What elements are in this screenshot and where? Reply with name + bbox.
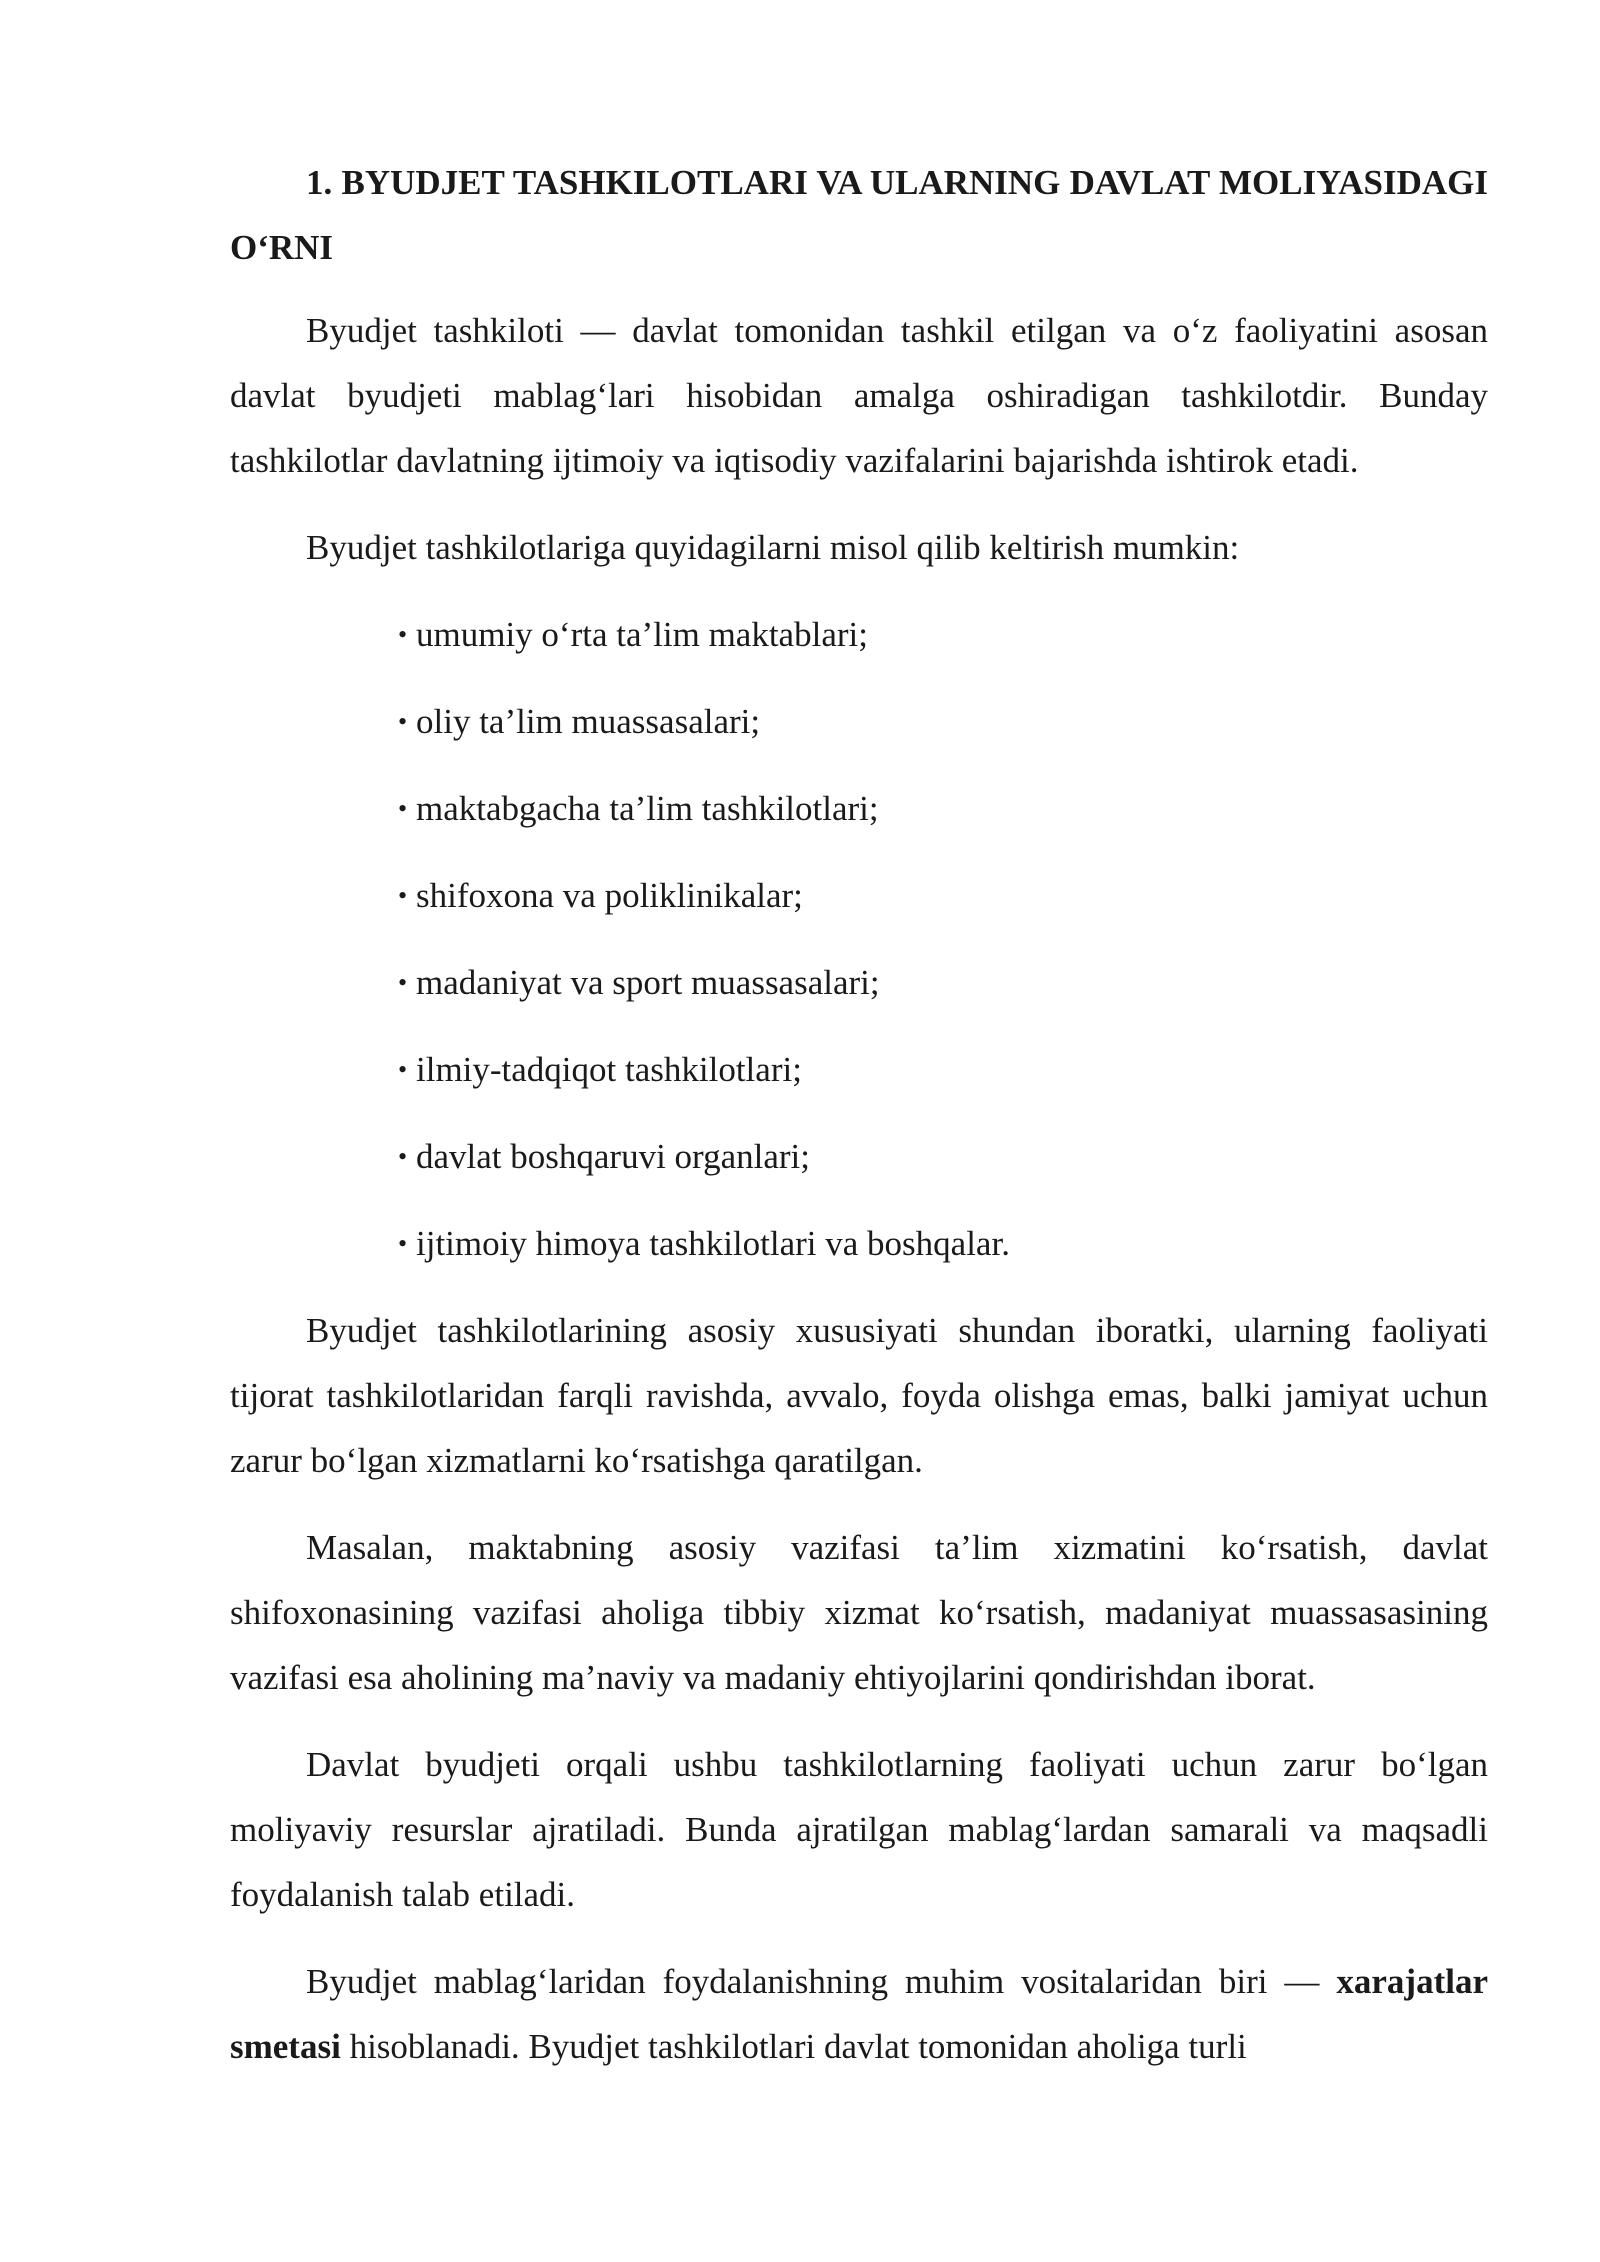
- paragraph-key-feature: Byudjet tashkilotlarining asosiy xususiyati shundan iboratki, ularning faoliyati tijorat tashkilotlaridan farqli ravishda, avvalo, foyda olishga emas, balki jamiyat uchun zarur bo‘lgan xizmatlarni ko‘rsatishga qaratilgan.: [230, 1311, 1488, 1480]
- paragraph-definition: Byudjet tashkiloti — davlat tomonidan tashkil etilgan va o‘z faoliyatini asosan davlat byudjeti mablag‘lari hisobidan amalga oshiradigan tashkilotdir. Bunday tashkilotlar davlatning ijtimoiy va iqtisodiy vazifalarini bajarishda ishtirok etadi.: [230, 311, 1488, 480]
- examples-list: [230, 602, 1488, 1276]
- list-item-text: shifoxona va poliklinikalar;: [416, 876, 803, 915]
- list-item: [398, 776, 1488, 841]
- list-item-text: davlat boshqaruvi organlari;: [416, 1137, 810, 1176]
- list-item: [398, 1124, 1488, 1189]
- bullet-icon: •: [398, 1229, 408, 1258]
- paragraph-expense-estimate: [230, 1949, 1488, 2079]
- list-item: [398, 689, 1488, 754]
- list-item-text: oliy ta’lim muassasalari;: [416, 702, 761, 741]
- section-heading: 1. BYUDJET TASHKILOTLARI VA ULARNING DAVLAT MOLIYASIDAGI O‘RNI: [230, 163, 1488, 267]
- list-item-text: ilmiy-tadqiqot tashkilotlari;: [416, 1050, 802, 1089]
- list-item: [398, 602, 1488, 667]
- list-item-text: umumiy o‘rta ta’lim maktablari;: [416, 615, 868, 654]
- bullet-icon: •: [398, 794, 408, 823]
- list-item: [398, 863, 1488, 928]
- bullet-icon: •: [398, 1055, 408, 1084]
- bullet-icon: •: [398, 707, 408, 736]
- bold-term: xarajatlar smetasi: [230, 1962, 1488, 2066]
- list-item: [398, 1037, 1488, 1102]
- list-item-text: ijtimoiy himoya tashkilotlari va boshqalar.: [416, 1224, 1010, 1263]
- paragraph-text-end: hisoblanadi. Byudjet tashkilotlari davlat tomonidan aholiga turli: [340, 2027, 1247, 2066]
- paragraph-examples-intro: Byudjet tashkilotlariga quyidagilarni misol qilib keltirish mumkin:: [306, 528, 1240, 567]
- bullet-icon: •: [398, 968, 408, 997]
- paragraph-text-start: Byudjet mablag‘laridan foydalanishning muhim vositalaridan biri —: [306, 1962, 1337, 2001]
- list-item-text: maktabgacha ta’lim tashkilotlari;: [416, 789, 879, 828]
- document-page: [230, 150, 1488, 2079]
- bullet-icon: •: [398, 1142, 408, 1171]
- list-item-text: madaniyat va sport muassasalari;: [416, 963, 880, 1002]
- paragraph-examples-duties: Masalan, maktabning asosiy vazifasi ta’lim xizmatini ko‘rsatish, davlat shifoxonasining vazifasi aholiga tibbiy xizmat ko‘rsatish, madaniyat muassasasining vazifasi esa aholining ma’naviy va madaniy ehtiyojlarini qondirishdan iborat.: [230, 1528, 1488, 1697]
- bullet-icon: •: [398, 620, 408, 649]
- bullet-icon: •: [398, 881, 408, 910]
- paragraph-resources: Davlat byudjeti orqali ushbu tashkilotlarning faoliyati uchun zarur bo‘lgan moliyaviy resurslar ajratiladi. Bunda ajratilgan mablag‘lardan samarali va maqsadli foydalanish talab etiladi.: [230, 1745, 1488, 1914]
- list-item: [398, 950, 1488, 1015]
- list-item: [398, 1211, 1488, 1276]
